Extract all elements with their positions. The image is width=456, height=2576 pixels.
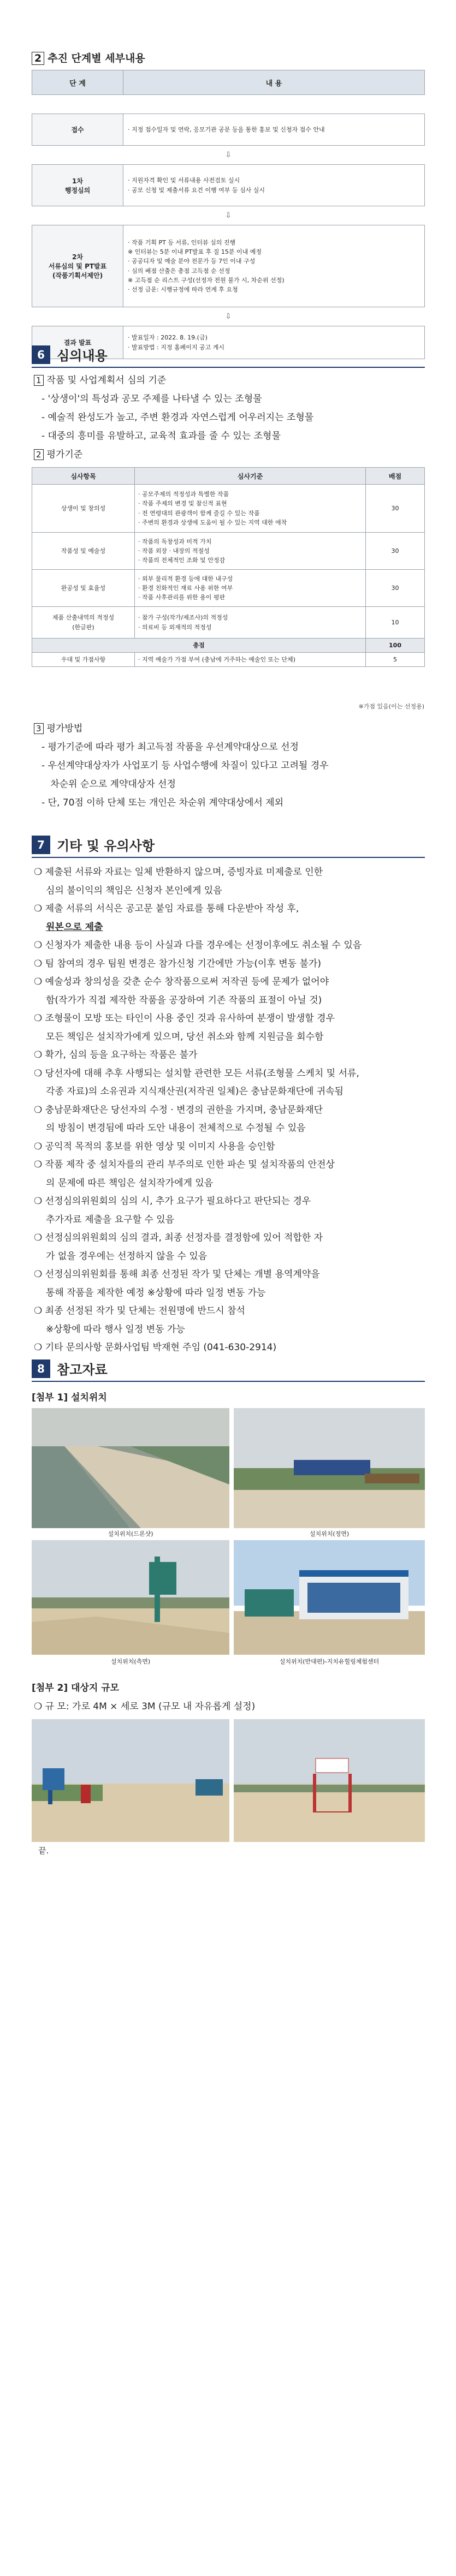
site-photo-1 <box>32 1719 229 1842</box>
section-8-header <box>32 1359 108 1378</box>
para-line: - 우선계약대상자가 사업포기 등 사업수행에 차질이 있다고 고려될 경우 <box>42 760 329 771</box>
para-number: 3 <box>34 723 44 734</box>
eval-score: 10 <box>366 607 425 639</box>
note-item-cont: 원본으로 제출 <box>46 921 103 933</box>
circle-bullet-icon: ❍ <box>34 940 45 951</box>
section-number: 6 <box>32 345 50 364</box>
note-item: ❍ 충남문화재단은 당선자의 수정 · 변경의 권한을 가지며, 충남문화재단 <box>34 1104 323 1116</box>
note-item-cont: 심의 불이익의 책임은 신청자 본인에게 있음 <box>46 885 222 896</box>
para-line: - 대중의 흥미를 유발하고, 교육적 효과를 줄 수 있는 조형물 <box>42 431 281 442</box>
para-title: 평가기준 <box>46 449 83 460</box>
site-sand-image <box>32 1719 229 1842</box>
para-number: 1 <box>34 375 44 386</box>
note-item: ❍ 작품 제작 중 설치자를의 관리 부주의로 인한 파손 및 설치작품의 안전상 <box>34 1159 335 1170</box>
circle-bullet-icon: ❍ <box>34 903 45 914</box>
step-desc: · 발표일자 : 2022. 8. 19.(금) · 발표방법 : 지정 홈페이지 공고 게시 <box>123 326 425 359</box>
eval-score: 30 <box>366 533 425 570</box>
method-text <box>34 719 424 812</box>
para-title: 평가방법 <box>46 723 83 734</box>
location-photo-drone <box>32 1408 229 1528</box>
attachment-1-label: [첨부 1] 설치위치 <box>32 1392 107 1403</box>
note-item-cont: 통해 작품을 제작한 예정 ※상황에 따라 일정 변동 가능 <box>46 1287 266 1298</box>
eval-total-score: 100 <box>366 639 425 653</box>
photo-caption: 설치위치(정면) <box>309 1530 350 1537</box>
step-stage: 2차 서류심의 및 PT발표 (작품기획서제안) <box>32 225 123 307</box>
para-line: - 평가기준에 따라 평가 최고득점 작품을 우선계약대상으로 선정 <box>42 742 299 753</box>
section-7-header <box>32 835 155 854</box>
location-photo-front <box>234 1408 425 1528</box>
note-item-cont: 추가자료 제출을 요구할 수 있음 <box>46 1214 175 1225</box>
note-item: ❍ 기타 문의사항 문화사업팀 박재현 주임 (041-630-2914) <box>34 1342 277 1353</box>
note-item: ❍ 공익적 목적의 홍보를 위한 영상 및 이미지 사용을 승인함 <box>34 1141 275 1152</box>
eval-head-criteria: 심사기준 <box>135 468 366 485</box>
step-table-head-content: 내 용 <box>123 70 425 95</box>
eval-item: 상생이 및 창의성 <box>32 485 135 533</box>
section-divider <box>32 1381 425 1382</box>
note-item-cont: ※상황에 따라 행사 일정 변동 가능 <box>46 1323 185 1335</box>
photo-caption: 설치위치(드론샷) <box>108 1530 153 1537</box>
circle-bullet-icon: ❍ <box>34 1232 45 1243</box>
evaluation-table <box>32 467 425 667</box>
beach-side-image <box>32 1540 229 1655</box>
photo-caption: 설치위치(반대편)-지치유힐링체험센터 <box>279 1658 380 1665</box>
eval-criteria: · 공모주제의 적정성과 특별한 작품 · 작품 주제의 변경 및 참신적 표현 · 전 연령대의 관광객이 함께 즐길 수 있는 작품 · 주변의 환경과 상생에 도움이 될 수 있는 지역 대한 애착 <box>135 485 366 533</box>
circle-bullet-icon: ❍ <box>34 1104 45 1116</box>
circle-bullet-icon: ❍ <box>34 1141 45 1152</box>
step-table-head-stage: 단 계 <box>32 70 123 95</box>
note-item-cont: 함(작가가 직접 제작한 작품을 공장하여 기존 작품의 표절이 아닐 것) <box>46 994 322 1006</box>
circle-bullet-icon: ❍ <box>34 1068 45 1079</box>
photo-caption: 설치위치(측면) <box>110 1658 151 1665</box>
note-item-cont: 의 방침이 변경됨에 따라 도안 내용이 전체적으로 수정될 수 있음 <box>46 1123 306 1134</box>
note-item: ❍ 예술성과 창의성을 갖춘 순수 창작품으로써 저작권 등에 문제가 없어야 <box>34 976 329 987</box>
subsection-title <box>32 50 145 65</box>
circle-bullet-icon: ❍ <box>34 1159 45 1170</box>
eval-item: 우대 및 가점사항 <box>32 653 135 667</box>
healing-center-image <box>234 1540 425 1655</box>
eval-score: 30 <box>366 485 425 533</box>
note-item: ❍ 선정심의위원회를 통해 최종 선정된 작가 및 단체는 개별 용역계약을 <box>34 1269 320 1280</box>
note-item: ❍ 최종 선정된 작가 및 단체는 전원명에 반드시 참석 <box>34 1305 245 1316</box>
beach-drone-image <box>32 1408 229 1528</box>
eval-head-item: 심사항목 <box>32 468 135 485</box>
note-item: ❍ 선정심의위원회의 심의 결과, 최종 선정자를 결정함에 있어 적합한 자 <box>34 1232 323 1243</box>
step-stage: 결과 발표 <box>32 326 123 359</box>
para-line: 차순위 순으로 계약대상자 선정 <box>42 779 176 790</box>
circle-bullet-icon: ❍ <box>34 1269 45 1280</box>
circle-bullet-icon: ❍ <box>34 867 45 878</box>
note-item: ❍ 선정심의위원회의 심의 시, 추가 요구가 필요하다고 판단되는 경우 <box>34 1196 311 1207</box>
section-6-header <box>32 345 108 364</box>
attachment-2-label: [첨부 2] 대상지 규모 <box>32 1683 120 1694</box>
location-photo-opposite <box>234 1540 425 1655</box>
site-photos <box>32 1719 425 1842</box>
section-title: 기타 및 유의사항 <box>57 838 155 854</box>
section-number: 8 <box>32 1359 50 1378</box>
subsection-label: 추진 단계별 세부내용 <box>48 52 145 64</box>
para-title: 작품 및 사업계획서 심의 기준 <box>46 375 167 386</box>
size-spec: ❍ 규 모: 가로 4M × 세로 3M (규모 내 자유롭게 설정) <box>34 1701 256 1712</box>
note-item: ❍ 조형물이 모방 또는 타인이 사용 중인 것과 유사하여 분쟁이 발생할 경우 <box>34 1013 335 1024</box>
step-desc: · 지원자격 확인 및 서류내용 사전검토 실시 · 공모 신청 및 제출서류 요건 이행 여부 등 심사 실시 <box>123 165 425 206</box>
location-photo-side <box>32 1540 229 1655</box>
para-number: 2 <box>34 449 44 460</box>
eval-item: 완공성 및 효율성 <box>32 570 135 607</box>
note-item: ❍ 제출된 서류와 자료는 일체 반환하지 않으며, 증빙자료 미제출로 인한 <box>34 867 323 878</box>
site-marker-image <box>234 1719 425 1842</box>
criteria-text <box>34 371 424 464</box>
eval-criteria: · 참가 구성(작가/제조사)의 적정성 · 의료비 등 외재적의 적정성 <box>135 607 366 639</box>
eval-score: 5 <box>366 653 425 667</box>
section-title: 심의내용 <box>57 348 108 363</box>
note-item: ❍ 신청자가 제출한 내용 등이 사실과 다를 경우에는 선정이후에도 취소될 수 있음 <box>34 940 362 951</box>
circle-bullet-icon: ❍ <box>34 1342 45 1353</box>
eval-criteria: · 외부 물리적 환경 등에 대한 내구성 · 환경 친화적인 재료 사용 위한 여부 · 작품 사후관리를 위한 용이 평판 <box>135 570 366 607</box>
down-arrow-icon: ⇩ <box>225 151 232 159</box>
note-item: ❍ 당선자에 대해 추후 사행되는 설치할 관련한 모든 서류(조형물 스케치 및 서류, <box>34 1068 359 1079</box>
section-divider <box>32 857 425 858</box>
note-item-cont: 각종 자료)의 소유권과 지식재산권(저작권 일체)은 충남문화재단에 귀속됨 <box>46 1086 344 1097</box>
eval-item: 제품 산출내역의 적정성 (한글판) <box>32 607 135 639</box>
down-arrow-icon: ⇩ <box>225 312 232 321</box>
step-stage: 접수 <box>32 114 123 146</box>
eval-score: 30 <box>366 570 425 607</box>
circle-bullet-icon: ❍ <box>34 1050 45 1060</box>
para-line: - 예술적 완성도가 높고, 주변 환경과 자연스럽게 어우러지는 조형물 <box>42 412 314 423</box>
para-line: - '상생이'의 특성과 공모 주제를 나타낼 수 있는 조형물 <box>42 393 262 404</box>
down-arrow-icon: ⇩ <box>225 211 232 220</box>
section-divider <box>32 367 425 368</box>
note-item-cont: 가 없을 경우에는 선정하지 않을 수 있음 <box>46 1250 208 1262</box>
eval-criteria: · 작품의 독창성과 미적 가치 · 작품 외장 · 내장의 적절성 · 작품의 전체적인 조화 및 안정감 <box>135 533 366 570</box>
step-desc: · 작품 기획 PT 등 서류, 인터뷰 심의 진행 ※ 인터뷰는 5분 이내 PT발표 후 질 15분 이내 예정 · 공공디자 및 예술 분야 전문가 등 7인 이내 구성 · 심의 배점 산출은 총점 고득점 순 선정 ※ 고득점 순 리스트 구성(선정자 전원 불가 시, 차순위 선정) · 선정 금운: 시행규정에 따라 연계 후 요청 <box>123 225 425 307</box>
beach-front-image <box>234 1408 425 1528</box>
section-number: 7 <box>32 836 50 854</box>
circle-bullet-icon: ❍ <box>34 1013 45 1024</box>
site-photo-2 <box>234 1719 425 1842</box>
eval-total-label: 총점 <box>32 639 366 653</box>
note-item: ❍ 확가, 심의 등을 요구하는 작품은 불가 <box>34 1050 198 1060</box>
bonus-note: ※가점 있음(이는 선정용) <box>358 703 424 710</box>
para-line: - 단, 70점 이하 단체 또는 개인은 차순위 계약대상에서 제외 <box>42 797 284 808</box>
circle-bullet-icon: ❍ <box>34 958 45 969</box>
circle-bullet-icon: ❍ <box>34 1305 45 1316</box>
step-table <box>32 70 425 359</box>
circle-bullet-icon: ❍ <box>34 1701 45 1712</box>
subsection-number: 2 <box>32 52 44 65</box>
section-title: 참고자료 <box>57 1362 108 1378</box>
step-desc: · 지정 접수일자 및 연락, 응모기관 공문 등을 통한 홍보 및 신청자 접수 안내 <box>123 114 425 146</box>
eval-criteria: · 지역 예술가 가점 부여 (충남에 거주하는 예술인 또는 단체) <box>135 653 366 667</box>
end-mark: 끝. <box>38 1846 49 1856</box>
note-item: ❍ 제출 서류의 서식은 공고문 붙임 자료를 통해 다운받아 작성 후, <box>34 903 299 914</box>
step-stage: 1차 행정심의 <box>32 165 123 206</box>
circle-bullet-icon: ❍ <box>34 976 45 987</box>
eval-item: 작품성 및 예술성 <box>32 533 135 570</box>
circle-bullet-icon: ❍ <box>34 1196 45 1207</box>
eval-head-score: 배점 <box>366 468 425 485</box>
location-photos <box>32 1408 425 1665</box>
note-item-cont: 모든 책임은 설치작가에게 있으며, 당선 취소와 함께 지원금을 회수함 <box>46 1031 324 1042</box>
notes-list <box>34 863 424 1357</box>
note-item-cont: 의 문제에 따른 책임은 설치작가에게 있음 <box>46 1177 214 1189</box>
note-item: ❍ 팀 참여의 경우 팀원 변경은 참가신청 기간에만 가능(이후 변동 불가) <box>34 958 321 969</box>
